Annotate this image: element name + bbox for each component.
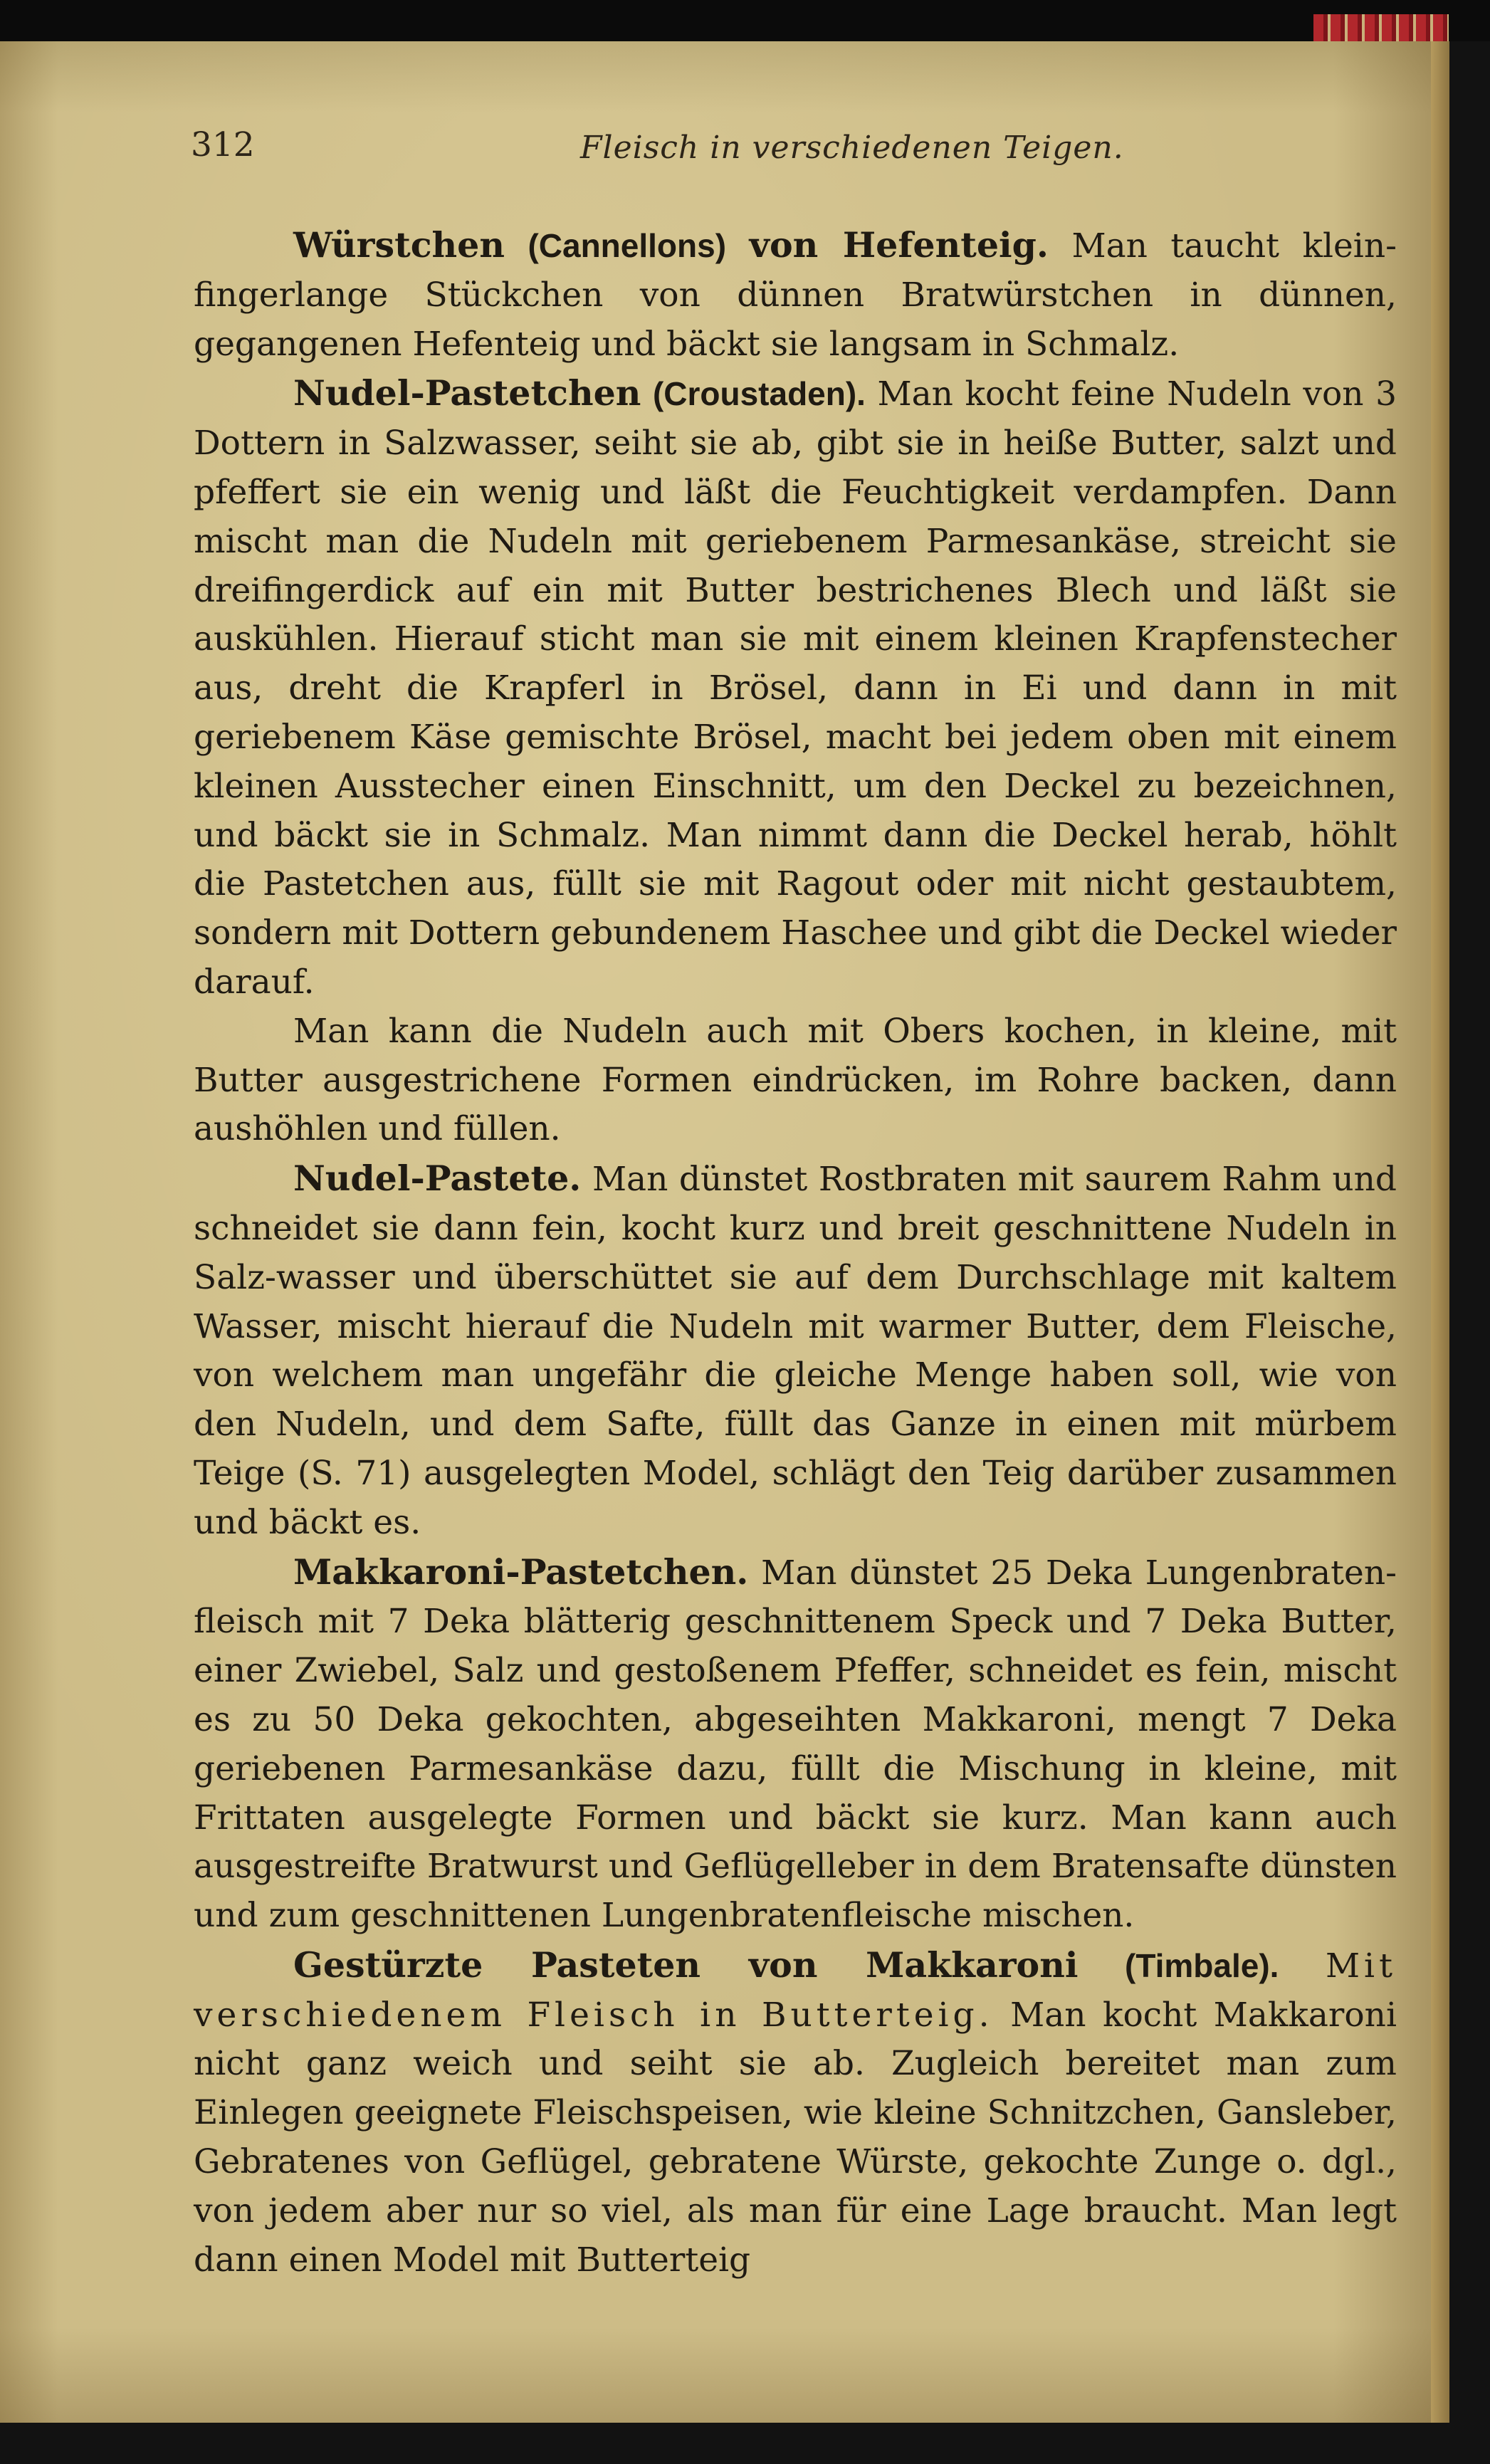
page-body [194,221,1397,2285]
recipe-title: Makkaroni-Pastetchen. [293,1551,749,1593]
recipe-text: Man kann die Nudeln auch mit Obers kochen, in kleine, mit Butter ausgestrichene Formen eindrücken, im Rohre backen, dann aushöhlen und füllen. [194,1011,1397,1149]
recipe-subtitle: Mit verschiedenem Fleisch in Butterteig. [194,1946,1397,2035]
recipe-timbale [194,1941,1397,2285]
recipe-title: Nudel-Pastete. [293,1158,582,1200]
recipe-title: Würstchen [293,224,505,266]
recipe-title-latin: (Cannellons) [528,227,727,264]
recipe-title: Nudel-Pastetchen [293,372,641,414]
recipe-text: Man kocht feine Nudeln von 3 Dottern in Salzwasser, seiht sie ab, gibt sie in heiße Butter, salzt und pfeffert sie ein wenig und läßt die Feuchtigkeit verdampfen. Dann mischt man die Nudeln mit geriebenem Parmesankäse, streicht sie dreifingerdick auf ein mit Butter bestrichenes Blech und läßt sie auskühlen. Hierauf sticht man sie mit einem kleinen Krapfenstecher aus, dreht die Krapferl in Brösel, dann in Ei und dann in mit geriebenem Käse gemischte Brösel, macht bei jedem oben mit einem kleinen Ausstecher einen Einschnitt, um den Deckel zu bezeichnen, und bäckt sie in Schmalz. Man nimmt dann die Deckel herab, höhlt die Pastetchen aus, füllt sie mit Ragout oder mit nicht gestaubtem, sondern mit Dottern gebundenem Haschee und gibt die Deckel wieder darauf. [194,374,1397,1002]
recipe-title-latin: (Timbale). [1125,1946,1279,1984]
bookmark-ribbon [1313,14,1449,44]
recipe-makkaroni-pastetchen [194,1548,1397,1941]
recipe-nudel-pastetchen-variant [194,1007,1397,1154]
recipe-nudel-pastete [194,1154,1397,1547]
scan-top-shadow [0,0,1490,41]
recipe-text: Man taucht klein-fingerlange Stückchen von dünnen Bratwürstchen in dünnen, gegangenen Hefenteig und bäckt sie langsam in Schmalz. [194,226,1397,364]
page-number: 312 [191,125,255,164]
recipe-text: Man kocht Makkaroni nicht ganz weich und seiht sie ab. Zugleich bereitet man zum Einlegen geeignete Fleischspeisen, wie kleine Schnitzchen, Gansleber, Gebratenes von Geflügel, gebratene Würste, gekochte Zunge o. dgl., von jedem aber nur so viel, als man für eine Lage braucht. Man legt dann einen Model mit Butterteig [194,1995,1397,2280]
recipe-title: Gestürzte Pasteten von Makkaroni [293,1944,1079,1986]
recipe-title-rest: von Hefenteig. [749,224,1049,266]
recipe-nudel-pastetchen [194,369,1397,1007]
recipe-wuerstchen [194,221,1397,369]
recipe-text: Man dünstet 25 Deka Lungenbraten-fleisch mit 7 Deka blätterig geschnittenem Speck und 7 Deka Butter, einer Zwiebel, Salz und gestoßenem Pfeffer, schneidet es fein, mischt es zu 50 Deka gekochten, abgeseihten Makkaroni, mengt 7 Deka geriebenen Parmesankäse dazu, füllt die Mischung in kleine, mit Frittaten ausgelegte Formen und bäckt sie kurz. Man kann auch ausgestreifte Bratwurst und Geflügelleber in dem Bratensafte dünsten und zum geschnittenen Lungenbratenfleische mischen. [194,1553,1397,1936]
page-edge [1431,41,1449,2423]
recipe-text: Man dünstet Rostbraten mit saurem Rahm und schneidet sie dann fein, kocht kurz und breit geschnittene Nudeln in Salz-wasser und überschüttet sie auf dem Durchschlage mit kaltem Wasser, mischt hierauf die Nudeln mit warmer Butter, dem Fleische, von welchem man ungefähr die gleiche Menge haben soll, wie von den Nudeln, und dem Safte, füllt das Ganze in einen mit mürbem Teige (S. 71) ausgelegten Model, schlägt den Teig darüber zusammen und bäckt es. [194,1160,1397,1542]
recipe-title-latin: (Croustaden). [652,375,866,413]
running-head: Fleisch in verschiedenen Teigen. [580,130,1124,166]
